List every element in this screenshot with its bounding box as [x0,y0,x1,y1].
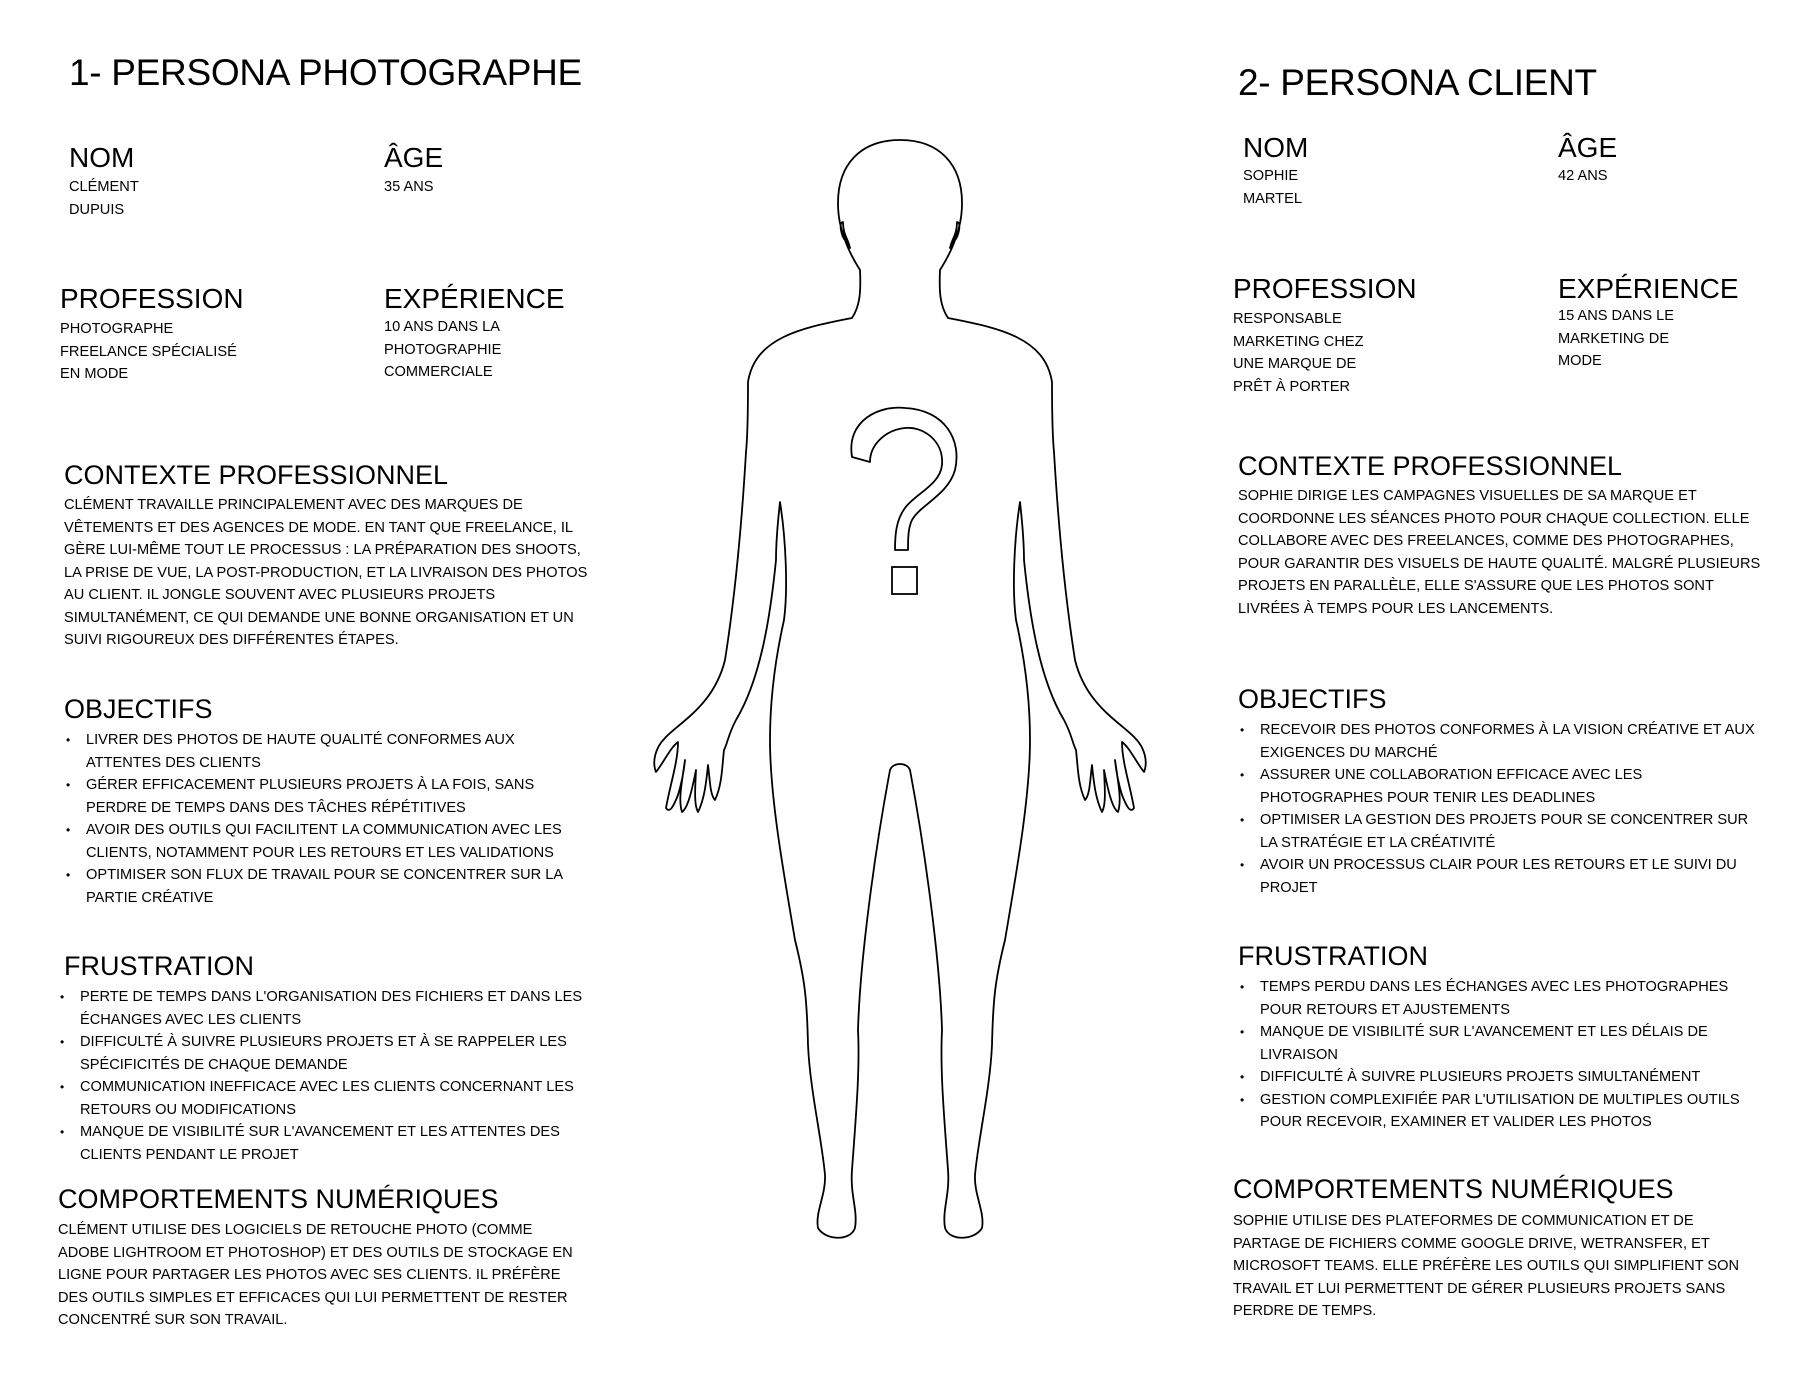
person-silhouette-icon [640,130,1160,1250]
list-item: • DIFFICULTÉ À SUIVRE PLUSIEURS PROJETS ET À SE RAPPELER LES SPÉCIFICITÉS DE CHAQUE DEMANDE [58,1031,588,1076]
frustration-heading: FRUSTRATION [1238,941,1428,971]
comportements-heading: COMPORTEMENTS NUMÉRIQUES [58,1184,499,1214]
persona-title: 1- PERSONA PHOTOGRAPHE [69,52,582,93]
experience-value: 10 ANS DANS LA PHOTOGRAPHIE COMMERCIALE [384,319,502,380]
profession-value: RESPONSABLE MARKETING CHEZ UNE MARQUE DE PRÊT À PORTER [1233,311,1364,395]
list-item: • OPTIMISER SON FLUX DE TRAVAIL POUR SE CONCENTRER SUR LA PARTIE CRÉATIVE [64,864,584,909]
list-item: • DIFFICULTÉ À SUIVRE PLUSIEURS PROJETS SIMULTANÉMENT [1238,1066,1758,1089]
list-item: • COMMUNICATION INEFFICACE AVEC LES CLIENTS CONCERNANT LES RETOURS OU MODIFICATIONS [58,1076,588,1121]
age-label: ÂGE [384,142,444,173]
comportements-text: CLÉMENT UTILISE DES LOGICIELS DE RETOUCHE PHOTO (COMME ADOBE LIGHTROOM ET PHOTOSHOP) ET DES OUTILS DE STOCKAGE EN LIGNE POUR PARTAGER LES PHOTOS AVEC SES CLIENTS. IL PRÉFÈRE DES OUTILS SIMPLES ET EFFICACES QUI LUI PERMETTENT DE RESTER CONCENTRÉ SUR SON TRAVAIL. [58,1222,573,1328]
age-value: 42 ANS [1558,168,1608,184]
age-label: ÂGE [1558,132,1618,163]
list-item: • MANQUE DE VISIBILITÉ SUR L'AVANCEMENT ET LES DÉLAIS DE LIVRAISON [1238,1021,1758,1066]
silhouette-outline [654,140,1145,1238]
comportements-heading: COMPORTEMENTS NUMÉRIQUES [1233,1174,1674,1204]
list-item: • MANQUE DE VISIBILITÉ SUR L'AVANCEMENT ET LES ATTENTES DES CLIENTS PENDANT LE PROJET [58,1121,588,1166]
frustrations-list [1238,976,1758,1134]
experience-label: EXPÉRIENCE [1558,273,1739,304]
list-item: • AVOIR UN PROCESSUS CLAIR POUR LES RETOURS ET LE SUIVI DU PROJET [1238,854,1758,899]
contexte-text: SOPHIE DIRIGE LES CAMPAGNES VISUELLES DE SA MARQUE ET COORDONNE LES SÉANCES PHOTO POUR CHAQUE COLLECTION. ELLE COLLABORE AVEC DES FREELANCES, COMME DES PHOTOGRAPHES, POUR GARANTIR DES VISUELS DE HAUTE QUALITÉ. MALGRÉ PLUSIEURS PROJETS EN PARALLÈLE, ELLE S'ASSURE QUE LES PHOTOS SONT LIVRÉES À TEMPS POUR LES LANCEMENTS. [1238,488,1761,617]
list-item: • ASSURER UNE COLLABORATION EFFICACE AVEC LES PHOTOGRAPHES POUR TENIR LES DEADLINES [1238,764,1758,809]
frustrations-list [58,986,588,1166]
objectifs-heading: OBJECTIFS [1238,684,1387,714]
list-item: • TEMPS PERDU DANS LES ÉCHANGES AVEC LES PHOTOGRAPHES POUR RETOURS ET AJUSTEMENTS [1238,976,1758,1021]
profession-label: PROFESSION [60,283,244,314]
nom-value: SOPHIE MARTEL [1243,168,1302,207]
list-item: • OPTIMISER LA GESTION DES PROJETS POUR SE CONCENTRER SUR LA STRATÉGIE ET LA CRÉATIVITÉ [1238,809,1758,854]
list-item: • AVOIR DES OUTILS QUI FACILITENT LA COMMUNICATION AVEC LES CLIENTS, NOTAMMENT POUR LES RETOURS ET LES VALIDATIONS [64,819,584,864]
list-item: • GESTION COMPLEXIFIÉE PAR L'UTILISATION DE MULTIPLES OUTILS POUR RECEVOIR, EXAMINER ET VALIDER LES PHOTOS [1238,1089,1758,1134]
nom-value: CLÉMENT DUPUIS [69,179,139,218]
objectifs-list [64,729,584,909]
contexte-heading: CONTEXTE PROFESSIONNEL [64,460,449,490]
list-item: • LIVRER DES PHOTOS DE HAUTE QUALITÉ CONFORMES AUX ATTENTES DES CLIENTS [64,729,584,774]
objectifs-list [1238,719,1758,899]
nom-label: NOM [69,142,135,173]
contexte-heading: CONTEXTE PROFESSIONNEL [1238,451,1623,481]
objectifs-heading: OBJECTIFS [64,694,213,724]
experience-value: 15 ANS DANS LE MARKETING DE MODE [1558,308,1674,369]
comportements-text: SOPHIE UTILISE DES PLATEFORMES DE COMMUNICATION ET DE PARTAGE DE FICHIERS COMME GOOGLE DRIVE, WETRANSFER, ET MICROSOFT TEAMS. ELLE PRÉFÈRE LES OUTILS QUI SIMPLIFIENT SON TRAVAIL ET LUI PERMETTENT DE GÉRER PLUSIEURS PROJETS SANS PERDRE DE TEMPS. [1233,1213,1740,1319]
list-item: • RECEVOIR DES PHOTOS CONFORMES À LA VISION CRÉATIVE ET AUX EXIGENCES DU MARCHÉ [1238,719,1758,764]
list-item: • PERTE DE TEMPS DANS L'ORGANISATION DES FICHIERS ET DANS LES ÉCHANGES AVEC LES CLIENTS [58,986,588,1031]
profession-label: PROFESSION [1233,273,1417,304]
question-mark-icon [851,408,956,550]
contexte-text: CLÉMENT TRAVAILLE PRINCIPALEMENT AVEC DES MARQUES DE VÊTEMENTS ET DES AGENCES DE MODE. EN TANT QUE FREELANCE, IL GÈRE LUI-MÊME TOUT LE PROCESSUS : LA PRÉPARATION DES SHOOTS, LA PRISE DE VUE, LA POST-PRODUCTION, ET LA LIVRAISON DES PHOTOS AU CLIENT. IL JONGLE SOUVENT AVEC PLUSIEURS PROJETS SIMULTANÉMENT, CE QUI DEMANDE UNE BONNE ORGANISATION ET UN SUIVI RIGOUREUX DES DIFFÉRENTES ÉTAPES. [64,497,588,648]
nom-label: NOM [1243,132,1309,163]
age-value: 35 ANS [384,179,434,195]
persona-title: 2- PERSONA CLIENT [1238,62,1597,103]
experience-label: EXPÉRIENCE [384,283,565,314]
frustration-heading: FRUSTRATION [64,951,254,981]
profession-value: PHOTOGRAPHE FREELANCE SPÉCIALISÉ EN MODE [60,321,237,382]
question-mark-dot [892,567,917,594]
list-item: • GÉRER EFFICACEMENT PLUSIEURS PROJETS À LA FOIS, SANS PERDRE DE TEMPS DANS DES TÂCHES RÉPÉTITIVES [64,774,584,819]
